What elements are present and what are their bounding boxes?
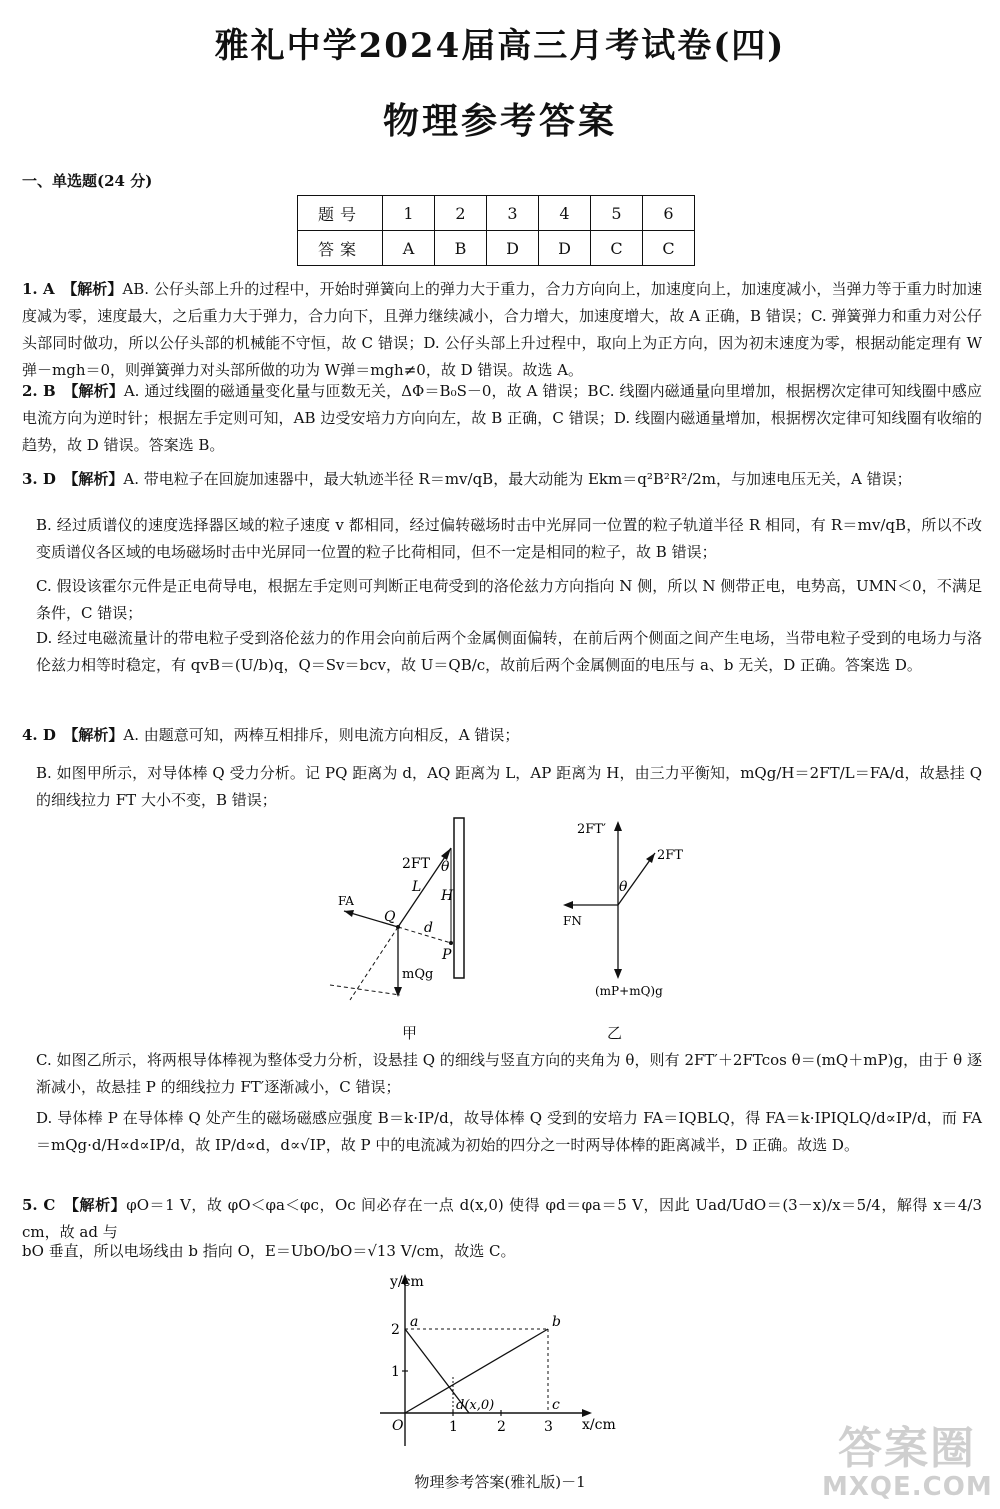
table-header-cell: 答案 (298, 231, 383, 266)
answer-table-answer-row (298, 231, 695, 266)
y-tick-label: 1 (391, 1364, 400, 1380)
question-1-head: 1. A 【解析】 (22, 280, 123, 298)
question-4-part-a: A. 由题意可知，两棒互相排斥，则电流方向相反，A 错误； (123, 726, 520, 744)
label-2ft: 2FT (402, 856, 430, 872)
table-cell: 3 (487, 196, 539, 231)
page-subtitle: 物理参考答案 (382, 100, 617, 142)
label-q: Q (384, 909, 396, 925)
table-cell: A (383, 231, 435, 266)
table-cell: 5 (591, 196, 643, 231)
answer-table-number-row (298, 196, 695, 231)
question-3-part-a: A. 带电粒子在回旋加速器中，最大轨迹半径 R＝mv/qB，最大动能为 Ekm＝q²B²R²/2m，与加速电压无关，A 错误； (123, 470, 912, 488)
question-5-part-a: φO＝1 V，故 φO＜φa＜φc，Oc 间必存在一点 d(x,0) 使得 φd＝φa＝5 V，因此 Uad/UdO＝(3－x)/x＝5/4，解得 x＝4/3 cm，故 ad 与 (22, 1196, 983, 1241)
question-3-part-b: B. 经过质谱仪的速度选择器区域的粒子速度 v 都相同，经过偏转磁场时击中光屏同一位置的粒子轨道半径 R 相同，有 R＝mv/qB，所以不改变质谱仪各区域的电场磁场时击中光屏同一位置的粒子比荷相同，但不一定是相同的粒子，故 B 错误； (36, 516, 982, 561)
table-cell: 2 (435, 196, 487, 231)
table-cell: C (591, 231, 643, 266)
table-cell: 1 (383, 196, 435, 231)
hanging-rod (454, 818, 464, 978)
arrow-head (614, 969, 622, 979)
table-cell: B (435, 231, 487, 266)
table-cell: 4 (539, 196, 591, 231)
question-4-part-d: D. 导体棒 P 在导体棒 Q 处产生的磁场磁感应强度 B＝k·IP/d，故导体棒 Q 受到的安培力 FA＝IQBLQ，得 FA＝k·IPIQLQ/d∝IP/d，而 FA＝mQg·d/H∝d∝IP/d，故 IP/d∝d，d∝√IP，故 P 中的电流减为初始的四分之一时两导体棒的距离减半，D 正确。故选 D。 (36, 1109, 982, 1154)
dashed-parallel (330, 985, 400, 995)
point-p (449, 941, 453, 945)
question-3-part-d: D. 经过电磁流量计的带电粒子受到洛伦兹力的作用会向前后两个金属侧面偏转，在前后两个侧面之间产生电场，当带电粒子受到的电场力与洛伦兹力相等时稳定，有 qvB＝(U/b)q，Q＝Sv＝bcv，故 U＝QB/c，故前后两个金属侧面的电压与 a、b 无关，D 正确。答案选 D。 (36, 629, 982, 674)
point-b-label: b (552, 1314, 561, 1330)
x-axis-label: x/cm (582, 1417, 616, 1433)
page-title: 雅礼中学2024届高三月考试卷(四) (214, 26, 786, 66)
table-cell: 6 (643, 196, 695, 231)
x-tick-label: 2 (497, 1419, 506, 1435)
question-2-explanation (22, 378, 982, 459)
watermark-logo (822, 1425, 992, 1505)
label-mqg: mQg (402, 967, 434, 982)
section-heading: 一、单选题(24 分) (22, 172, 153, 190)
answer-table (297, 195, 695, 266)
table-cell: C (643, 231, 695, 266)
question-2-head: 2. B 【解析】 (22, 382, 124, 400)
point-c-label: c (552, 1397, 560, 1413)
page-footer: 物理参考答案(雅礼版)－1 (414, 1473, 586, 1491)
label-fn: FN (563, 914, 582, 928)
point-a-label: a (410, 1314, 419, 1330)
question-4-part-b: B. 如图甲所示，对导体棒 Q 受力分析。记 PQ 距离为 d，AQ 距离为 L，AP 距离为 H，由三力平衡知，mQg/H＝2FT/L＝FA/d，故悬挂 Q 的细线拉力 FT 大小不变，B 错误； (36, 764, 982, 809)
label-l: L (412, 879, 422, 895)
y-axis-label: y/cm (390, 1274, 424, 1290)
question-4-explanation-a (22, 722, 982, 749)
force-diagram-jia (320, 815, 500, 1020)
watermark-line1: 答案圈 (838, 1423, 976, 1474)
x-tick-label: 1 (449, 1419, 458, 1435)
origin-label: O (392, 1418, 404, 1434)
label-2ft: 2FT (657, 848, 683, 863)
x-tick-label: 3 (544, 1419, 553, 1435)
dashed-extension (350, 927, 398, 1000)
arrow-head (394, 987, 402, 997)
question-4-head: 4. D 【解析】 (22, 726, 124, 744)
force-diagram-yi (555, 815, 705, 1005)
question-4-part-c: C. 如图乙所示，将两根导体棒视为整体受力分析，设悬挂 Q 的细线与竖直方向的夹角为 θ，则有 2FT′＋2FTcos θ＝(mQ＋mP)g，由于 θ 逐渐减小，故悬挂 P 的细线拉力 FT′逐渐减小，C 错误； (36, 1051, 982, 1096)
question-3-head: 3. D 【解析】 (22, 470, 124, 488)
label-total-mass: (mP+mQ)g (595, 984, 663, 998)
point-d-label: d(x,0) (456, 1398, 495, 1413)
label-theta: θ (619, 879, 628, 895)
figure-caption-jia: 甲 (402, 1024, 418, 1042)
arrow-head (646, 853, 655, 863)
arrow-head (582, 1409, 592, 1417)
table-header-cell: 题号 (298, 196, 383, 231)
question-2-text: A. 通过线圈的磁通量变化量与匝数无关，ΔΦ＝B₀S－0，故 A 错误；BC. 线圈内磁通量向里增加，根据楞次定律可知线圈中感应电流方向为逆时针；根据左手定则可知，AB 边受安培力方向向左，故 B 正确，C 错误；D. 线圈内磁通量增加，根据楞次定律可知线圈有收缩的趋势，故 D 错误。答案选 B。 (22, 382, 982, 454)
table-cell: D (539, 231, 591, 266)
question-1-text: AB. 公仔头部上升的过程中，开始时弹簧向上的弹力大于重力，合力方向向上，加速度向上，加速度减小，当弹力等于重力时加速度减为零，速度最大，之后重力大于弹力，合力向下，且弹力继续减小，合力增大，加速度增大，故 A 正确，B 错误；C. 弹簧弹力和重力对公仔头部同时做功，所以公仔头部的机械能不守恒，故 C 错误；D. 公仔头部上升过程中，取向上为正方向，因为初末速度为零，根据动能定理有 W弹－mgh＝0，则弹簧弹力对头部所做的功为 W弹＝mgh≠0，故 D 错误。故选 A。 (22, 280, 982, 379)
table-cell: D (487, 231, 539, 266)
y-tick-label: 2 (391, 1322, 400, 1338)
question-3-part-c: C. 假设该霍尔元件是正电荷导电，根据左手定则可判断正电荷受到的洛伦兹力方向指向 N 侧，所以 N 侧带正电，电势高，UMN＜0，不满足条件，C 错误； (36, 577, 982, 622)
question-5-part-b: bO 垂直，所以电场线由 b 指向 O，E＝UbO/bO＝√13 V/cm，故选 C。 (22, 1242, 516, 1260)
question-5-head: 5. C 【解析】 (22, 1196, 127, 1214)
label-2ft-prime: 2FT′ (577, 822, 606, 837)
question-3-explanation-a (22, 466, 982, 493)
figure-caption-yi: 乙 (607, 1024, 623, 1042)
point-q (396, 925, 400, 929)
question-1-explanation (22, 276, 982, 384)
label-p: P (442, 947, 452, 963)
label-fa: FA (338, 894, 354, 908)
label-h: H (441, 888, 454, 904)
arrow-head (344, 910, 354, 917)
arrow-head (563, 901, 573, 909)
watermark-line2: MXQE.COM (822, 1472, 993, 1502)
label-d: d (424, 920, 433, 936)
arrow-head (614, 821, 622, 831)
coordinate-diagram (360, 1268, 630, 1458)
label-theta: θ (441, 859, 450, 875)
